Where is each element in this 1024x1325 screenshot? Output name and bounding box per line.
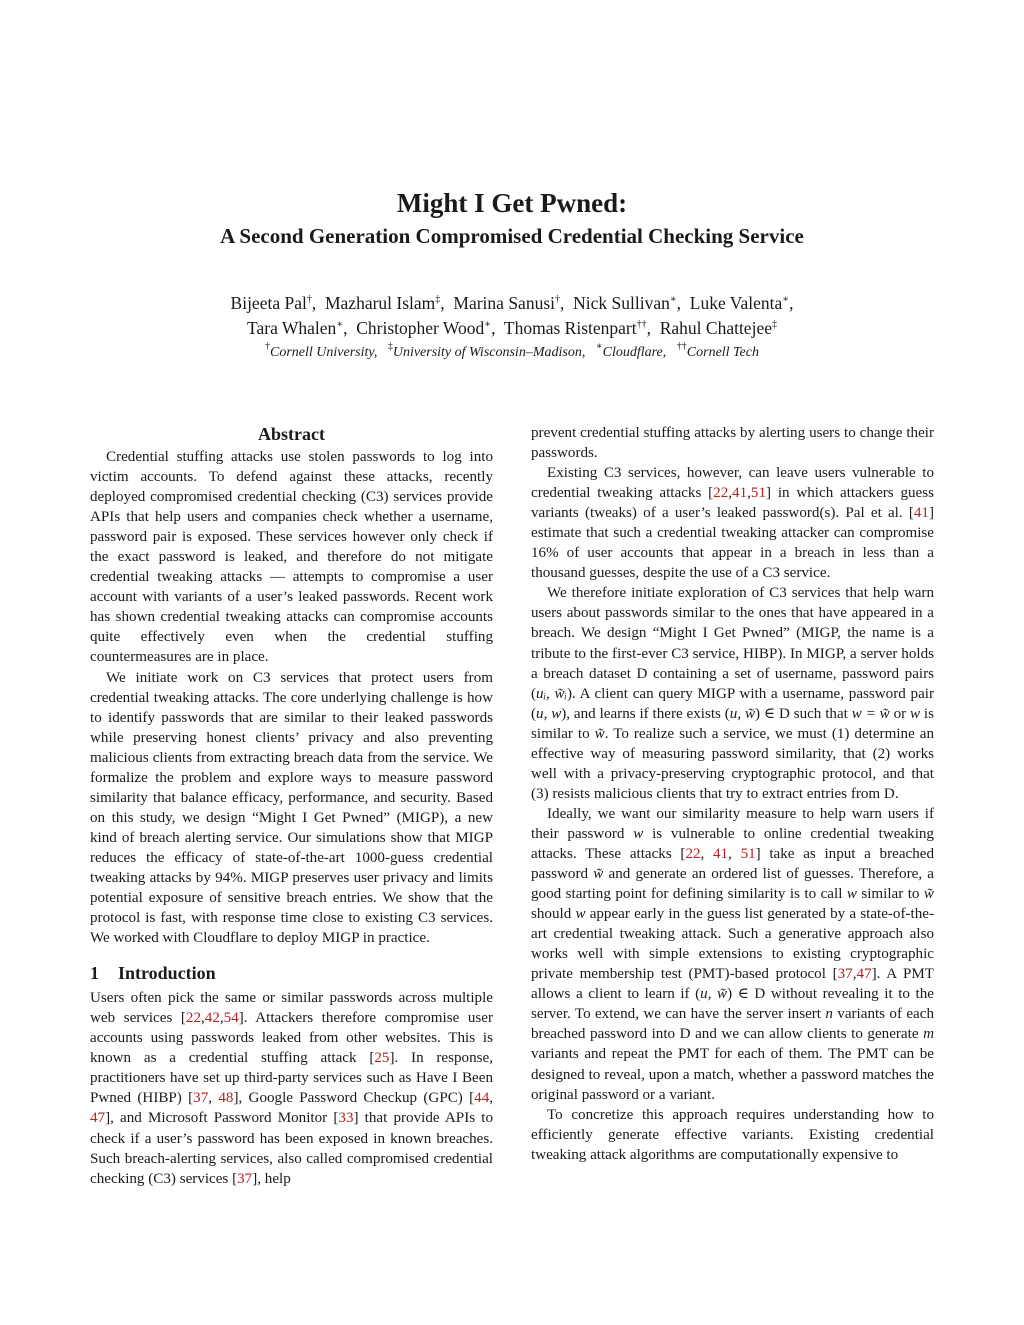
right-column [531, 423, 934, 1165]
intro-paragraph-4: Ideally, we want our similarity measure to help warn users if their password w is vulnerable to online credential tweaking attacks. These attacks [22, 41, 51] take as input a breached password w̃ and generate an ordered list of guesses. Therefore, a good starting point for defining similarity is to call w similar to w̃ should w appear early in the guess list generated by a state-of-the-art credential tweaking attack. Such a generative approach also works well with simple extensions to existing cryptographic private membership test (PMT)-based protocol [37,47]. A PMT allows a client to learn if (u, w̃) ∈ D without revealing it to the server. To extend, we can have the server insert n variants of each breached password into D and we can allow clients to generate m variants and repeat the PMT for each of them. The PMT can be designed to reveal, upon a match, whether a password matches the original password or a variant. [531, 805, 935, 1103]
citation-link[interactable]: 22 [713, 485, 729, 502]
citation-link[interactable]: 37 [193, 1090, 209, 1107]
citation-link[interactable]: 51 [740, 845, 756, 862]
affiliation: †Cornell University, [265, 341, 378, 360]
abstract-paragraph-1: Credential stuffing attacks use stolen passwords to log into victim accounts. To defend against these attacks, recently deployed compromised credential checking (C3) services provide APIs that help users and companies check whether a username, password pair is exposed. These services however only check if the exact password is leaked, and therefore do not mitigate credential tweaking attacks — attempts to compromise a user account with variants of a user’s leaked passwords. Recent work has shown credential tweaking attacks can compromise accounts quite effectively even when the credential stuffing countermeasures are in place. [90, 449, 493, 666]
citation-link[interactable]: 37 [237, 1170, 253, 1187]
citation-link[interactable]: 51 [750, 485, 766, 502]
intro-paragraph-5: To concretize this approach requires understanding how to efficiently generate effective variants. Existing credential tweaking attack algorithms are computationally expensive to [531, 1106, 934, 1163]
citation-link[interactable]: 47 [90, 1110, 106, 1127]
citation-link[interactable]: 41 [913, 505, 929, 522]
intro-paragraph-2: Existing C3 services, however, can leave users vulnerable to credential tweaking attacks [22,41,51] in which attackers guess variants (tweaks) of a user’s leaked password(s). Pal et al. [41] estimate that such a credential tweaking attacker can compromise 16% of user accounts that appear in a breach in less than a thousand guesses, despite the use of a C3 service. [531, 465, 935, 582]
section-title: Introduction [118, 963, 216, 984]
paper-subtitle: A Second Generation Compromised Credential Checking Service [220, 224, 804, 248]
math-expression: m [923, 1026, 934, 1043]
affiliation: ††Cornell Tech [676, 341, 759, 360]
author: Christopher Wood∗ [356, 318, 492, 338]
citation-link[interactable]: 54 [223, 1010, 239, 1027]
author: Rahul Chattejee‡ [659, 318, 777, 338]
math-expression: w̃ [594, 725, 605, 742]
abstract-heading: Abstract [258, 424, 325, 444]
math-expression: w̃ [593, 866, 604, 883]
citation-link[interactable]: 37 [837, 966, 853, 983]
author: Thomas Ristenpart†† [503, 318, 647, 338]
author-list [0, 291, 1024, 341]
citation-link[interactable]: 22 [685, 845, 701, 862]
math-expression: uᵢ, w̃ᵢ [536, 685, 567, 702]
math-expression: w̃ [923, 886, 934, 903]
citation-link[interactable]: 44 [474, 1090, 490, 1107]
author: Nick Sullivan∗ [573, 293, 677, 313]
affiliation: ‡University of Wisconsin–Madison, [387, 341, 586, 360]
citation-link[interactable]: 47 [856, 966, 872, 983]
math-expression: w = w̃ [851, 705, 890, 722]
intro-paragraph-1-continued: prevent credential stuffing attacks by alerting users to change their passwords. [531, 425, 934, 462]
paper-title: Might I Get Pwned: [396, 188, 628, 218]
citation-link[interactable]: 25 [374, 1050, 390, 1067]
math-expression: u, w̃ [700, 986, 728, 1003]
author: Luke Valenta∗ [689, 293, 790, 313]
intro-paragraph-3: We therefore initiate exploration of C3 services that help warn users about passwords similar to the ones that have appeared in a breach. We design “Might I Get Pwned” (MIGP, the name is a tribute to the first-ever C3 service, HIBP). In MIGP, a server holds a breach dataset D containing a set of username, password pairs (uᵢ, w̃ᵢ). A client can query MIGP with a username, password pair (u, w), and learns if there exists (u, w̃) ∈ D such that w = w̃ or w is similar to w̃. To realize such a service, we must (1) determine an effective way of measuring password similarity, that (2) works well with a privacy-preserving cryptographic protocol, and that (3) resists malicious clients that try to extract entries from D. [531, 585, 934, 802]
citation-link[interactable]: 22 [185, 1010, 201, 1027]
author-line-1: Bijeeta Pal†, Mazharul Islam‡, Marina Sanusi†, Nick Sullivan∗, Luke Valenta∗, [230, 293, 794, 313]
math-expression: u, w [536, 705, 562, 722]
abstract-paragraph-2: We initiate work on C3 services that protect users from credential tweaking attacks. The core underlying challenge is how to identify passwords that are similar to their leaked passwords while preserving honest clients’ privacy and also preventing malicious clients from extracting breach data from the service. We formalize the problem and explore ways to measure password similarity that balance efficacy, performance, and security. Based on this study, we design “Might I Get Pwned” (MIGP), a new kind of breach alerting service. Our simulations show that MIGP reduces the efficacy of state-of-the-art 1000-guess credential tweaking attacks by 94%. MIGP preserves user privacy and limits potential exposure of sensitive breach entries. We show that the protocol is fast, with response time close to existing C3 services. We worked with Cloudflare to deploy MIGP in practice. [90, 669, 493, 947]
intro-paragraph-1: Users often pick the same or similar passwords across multiple web services [22,42,54]. Attackers therefore compromise user accounts using passwords leaked from other websites. This is known as a credential stuffing attack [25]. In response, practitioners have set up third-party services such as Have I Been Pwned (HIBP) [37, 48], Google Password Checkup (GPC) [44, 47], and Microsoft Password Monitor [33] that provide APIs to check if a user’s password has been exposed in known breaches. Such breach-alerting services, also called compromised credential checking (C3) services [37], help [90, 990, 494, 1187]
affiliation: ∗Cloudflare, [595, 341, 667, 360]
math-expression: w [910, 705, 921, 722]
author: Bijeeta Pal† [230, 293, 312, 313]
math-expression: w [633, 825, 644, 842]
section-heading-introduction [90, 962, 493, 984]
citation-link[interactable]: 41 [732, 485, 748, 502]
author: Marina Sanusi† [453, 293, 560, 313]
left-column [90, 423, 493, 1189]
math-expression: w [575, 906, 586, 923]
math-expression: w [846, 886, 857, 903]
citation-link[interactable]: 48 [218, 1090, 234, 1107]
section-number: 1 [90, 963, 99, 984]
author: Tara Whalen∗ [247, 318, 344, 338]
math-expression: u, w̃ [729, 705, 756, 722]
math-expression: n [825, 1006, 833, 1023]
citation-link[interactable]: 42 [204, 1010, 220, 1027]
author: Mazharul Islam‡ [324, 293, 441, 313]
affiliations [0, 343, 1024, 363]
citation-link[interactable]: 33 [338, 1110, 354, 1127]
citation-link[interactable]: 41 [713, 845, 729, 862]
author-line-2: Tara Whalen∗, Christopher Wood∗, Thomas Ristenpart††, Rahul Chattejee‡ [247, 318, 777, 338]
